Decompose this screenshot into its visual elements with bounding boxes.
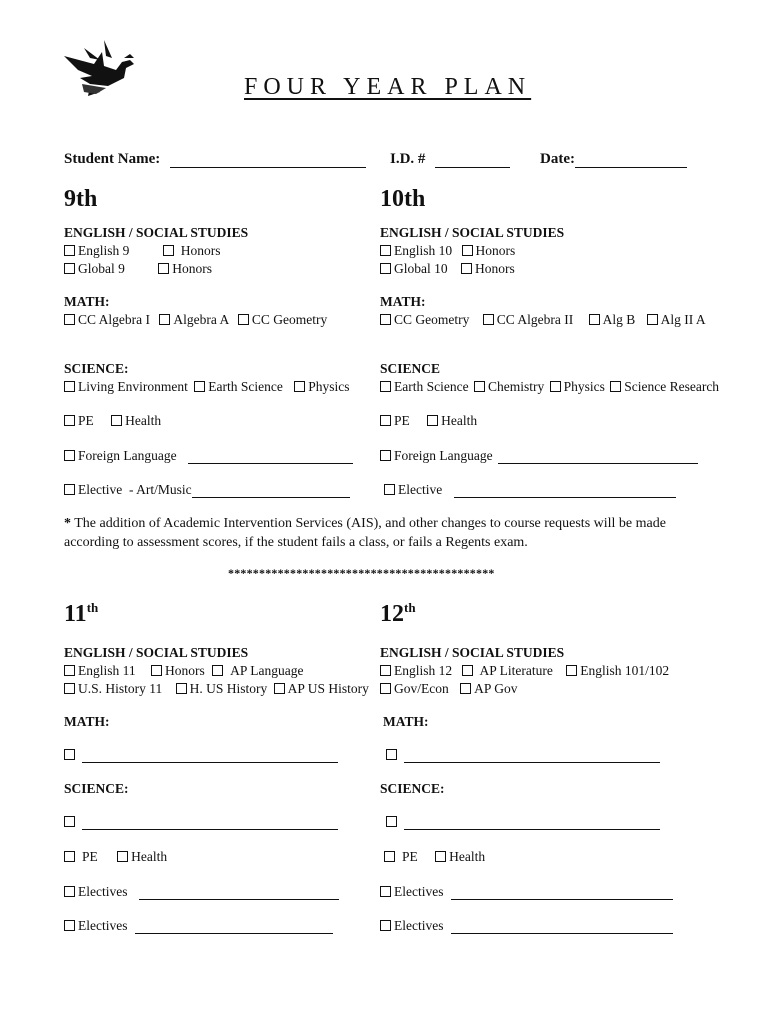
electives-line[interactable] [139,887,339,900]
student-name-label: Student Name: [64,151,161,167]
grade-11-electives-row-1 [64,884,339,900]
grade-11-eng-header: ENGLISH / SOCIAL STUDIES [64,645,249,660]
checkbox[interactable] [435,851,446,862]
course-honors: Honors [475,261,515,276]
course-honors: Honors [475,243,516,258]
grade-11-history-row [64,681,369,697]
course-earth-science: Earth Science [208,379,283,394]
course-algebra-a: Algebra A [173,312,229,327]
checkbox[interactable] [163,245,174,256]
checkbox[interactable] [64,263,75,274]
course-health: Health [131,849,168,864]
ais-note [64,514,724,552]
course-foreign-language: Foreign Language [394,448,493,463]
course-pe: PE [82,849,98,864]
course-electives: Electives [394,918,444,933]
course-electives: Electives [394,884,444,899]
course-english-12: English 12 [394,663,453,678]
course-alg-b: Alg B [602,312,636,327]
checkbox[interactable] [64,851,75,862]
course-ap-gov: AP Gov [474,681,518,696]
checkbox[interactable] [159,314,170,325]
checkbox[interactable] [386,816,397,827]
grade-9-math-row [64,312,327,328]
grade-11-heading [64,600,98,628]
grade-9-foreign-language-row [64,448,353,464]
grade-9-english-row [64,243,221,259]
id-line[interactable] [435,155,510,168]
course-electives: Electives [78,884,128,899]
course-h-us-history: H. US History [189,681,268,696]
grade-9-science-row [64,379,349,395]
course-ap-language: AP Language [230,663,304,678]
checkbox[interactable] [64,665,75,676]
checkbox[interactable] [380,263,391,274]
checkbox[interactable] [384,851,395,862]
checkbox[interactable] [483,314,494,325]
checkbox[interactable] [462,665,473,676]
course-us-history-11: U.S. History 11 [78,681,163,696]
grade-9-heading: 9th [64,186,98,212]
checkbox[interactable] [550,381,561,392]
date-field[interactable] [540,151,687,168]
foreign-language-line[interactable] [498,451,698,464]
course-ap-us-history: AP US History [287,681,369,696]
course-gov-econ: Gov/Econ [394,681,449,696]
checkbox[interactable] [461,263,472,274]
grade-9-elective-row [64,482,350,498]
note-text: The addition of Academic Intervention Services (AIS), and other changes to course requests will be made according to assessment scores, if the student fails a class, or fails a Regents exam. [64,516,666,550]
grade-9-eng-header: ENGLISH / SOCIAL STUDIES [64,225,249,240]
grade-9-global-row [64,261,212,277]
course-honors: Honors [165,663,205,678]
checkbox[interactable] [64,381,75,392]
course-honors: Honors [172,261,212,276]
grade-11-science-row [64,814,338,830]
checkbox[interactable] [158,263,169,274]
grade-11-english-row [64,663,304,679]
grade-12-number: 12 [380,601,404,627]
electives-line[interactable] [451,921,673,934]
elective-line[interactable] [192,485,350,498]
course-pe: PE [402,849,418,864]
course-physics: Physics [563,379,605,394]
grade-12-english-row [380,663,669,679]
grade-10-science-row [380,379,719,395]
course-electives: Electives [78,918,128,933]
checkbox[interactable] [380,886,391,897]
grade-11-math-row [64,747,338,763]
checkbox[interactable] [427,415,438,426]
science-course-line[interactable] [404,817,660,830]
checkbox[interactable] [380,415,391,426]
grade-9-science-header: SCIENCE: [64,361,129,376]
checkbox[interactable] [380,381,391,392]
course-cc-geometry: CC Geometry [394,312,470,327]
student-name-line[interactable] [170,155,366,168]
grade-12-science-header: SCIENCE: [380,781,445,796]
grade-11-science-header: SCIENCE: [64,781,129,796]
student-name-field[interactable] [64,151,366,168]
course-alg-2a: Alg II A [660,312,706,327]
checkbox[interactable] [386,749,397,760]
checkbox[interactable] [64,484,75,495]
checkbox[interactable] [380,245,391,256]
course-health: Health [125,413,162,428]
science-course-line[interactable] [82,817,338,830]
course-cc-geometry: CC Geometry [251,312,328,327]
checkbox[interactable] [380,665,391,676]
course-living-environment: Living Environment [78,379,188,394]
electives-line[interactable] [135,921,333,934]
grade-10-foreign-language-row [380,448,698,464]
grade-12-gov-row [380,681,518,697]
grade-10-global-row [380,261,515,277]
elective-line[interactable] [454,485,676,498]
grade-12-math-row [386,747,660,763]
grade-11-pe-row [64,849,167,865]
grade-12-science-row [386,814,660,830]
checkbox[interactable] [212,665,223,676]
grade-10-science-header: SCIENCE [380,361,441,376]
grade-11-suffix: th [86,600,99,615]
checkbox[interactable] [64,683,75,694]
checkbox[interactable] [647,314,658,325]
grade-10-english-row [380,243,515,259]
checkbox[interactable] [64,749,75,760]
grade-12-math-header: MATH: [383,714,429,729]
checkbox[interactable] [111,415,122,426]
checkbox[interactable] [380,920,391,931]
checkbox[interactable] [176,683,187,694]
grade-11-electives-row-2 [64,918,333,934]
geese-logo [60,34,142,100]
checkbox[interactable] [474,381,485,392]
checkbox[interactable] [64,886,75,897]
course-cc-algebra-2: CC Algebra II [496,312,574,327]
date-line[interactable] [575,155,687,168]
electives-line[interactable] [451,887,673,900]
course-health: Health [441,413,478,428]
grade-10-heading: 10th [380,186,426,212]
checkbox[interactable] [238,314,249,325]
checkbox[interactable] [64,450,75,461]
course-elective: Elective - Art/Music [78,482,192,497]
checkbox[interactable] [151,665,162,676]
grade-12-suffix: th [404,600,416,615]
foreign-language-line[interactable] [188,451,353,464]
note-star: * [64,516,71,531]
grade-11-number: 11 [64,601,87,627]
course-earth-science: Earth Science [394,379,469,394]
checkbox[interactable] [589,314,600,325]
grade-9-math-header: MATH: [64,294,110,309]
checkbox[interactable] [610,381,621,392]
course-ap-literature: AP Literature [479,663,553,678]
id-field[interactable] [390,151,510,168]
math-course-line[interactable] [404,750,660,763]
course-cc-algebra-1: CC Algebra I [78,312,150,327]
checkbox[interactable] [380,314,391,325]
course-english-10: English 10 [394,243,453,258]
course-pe: PE [78,413,94,428]
checkbox[interactable] [64,314,75,325]
grade-12-eng-header: ENGLISH / SOCIAL STUDIES [380,645,565,660]
course-global-10: Global 10 [394,261,448,276]
grade-10-math-row [380,312,706,328]
grade-10-pe-row [380,413,477,429]
course-elective: Elective [398,482,443,497]
checkbox[interactable] [64,920,75,931]
checkbox[interactable] [194,381,205,392]
grade-9-pe-row [64,413,161,429]
page-title: FOUR YEAR PLAN [244,74,532,100]
course-science-research: Science Research [624,379,720,394]
course-health: Health [449,849,486,864]
grade-12-electives-row-1 [380,884,673,900]
course-global-9: Global 9 [78,261,125,276]
grade-10-math-header: MATH: [380,294,426,309]
course-foreign-language: Foreign Language [78,448,177,463]
checkbox[interactable] [460,683,471,694]
checkbox[interactable] [274,683,285,694]
math-course-line[interactable] [82,750,338,763]
course-english-11: English 11 [78,663,136,678]
checkbox[interactable] [64,245,75,256]
checkbox[interactable] [380,450,391,461]
grade-11-math-header: MATH: [64,714,110,729]
date-label: Date: [540,151,575,167]
checkbox[interactable] [294,381,305,392]
course-pe: PE [394,413,410,428]
checkbox[interactable] [117,851,128,862]
grade-12-pe-row [384,849,485,865]
course-physics: Physics [308,379,350,394]
checkbox[interactable] [64,816,75,827]
grade-12-electives-row-2 [380,918,673,934]
grade-10-eng-header: ENGLISH / SOCIAL STUDIES [380,225,565,240]
grade-12-heading [380,600,416,628]
grade-10-elective-row [384,482,676,498]
id-label: I.D. # [390,151,426,167]
course-english-9: English 9 [78,243,130,258]
checkbox[interactable] [566,665,577,676]
checkbox[interactable] [462,245,473,256]
section-separator: ******************************************* [228,566,495,580]
course-chemistry: Chemistry [487,379,545,394]
checkbox[interactable] [64,415,75,426]
checkbox[interactable] [380,683,391,694]
course-honors: Honors [180,243,221,258]
course-english-101-102: English 101/102 [580,663,670,678]
checkbox[interactable] [384,484,395,495]
